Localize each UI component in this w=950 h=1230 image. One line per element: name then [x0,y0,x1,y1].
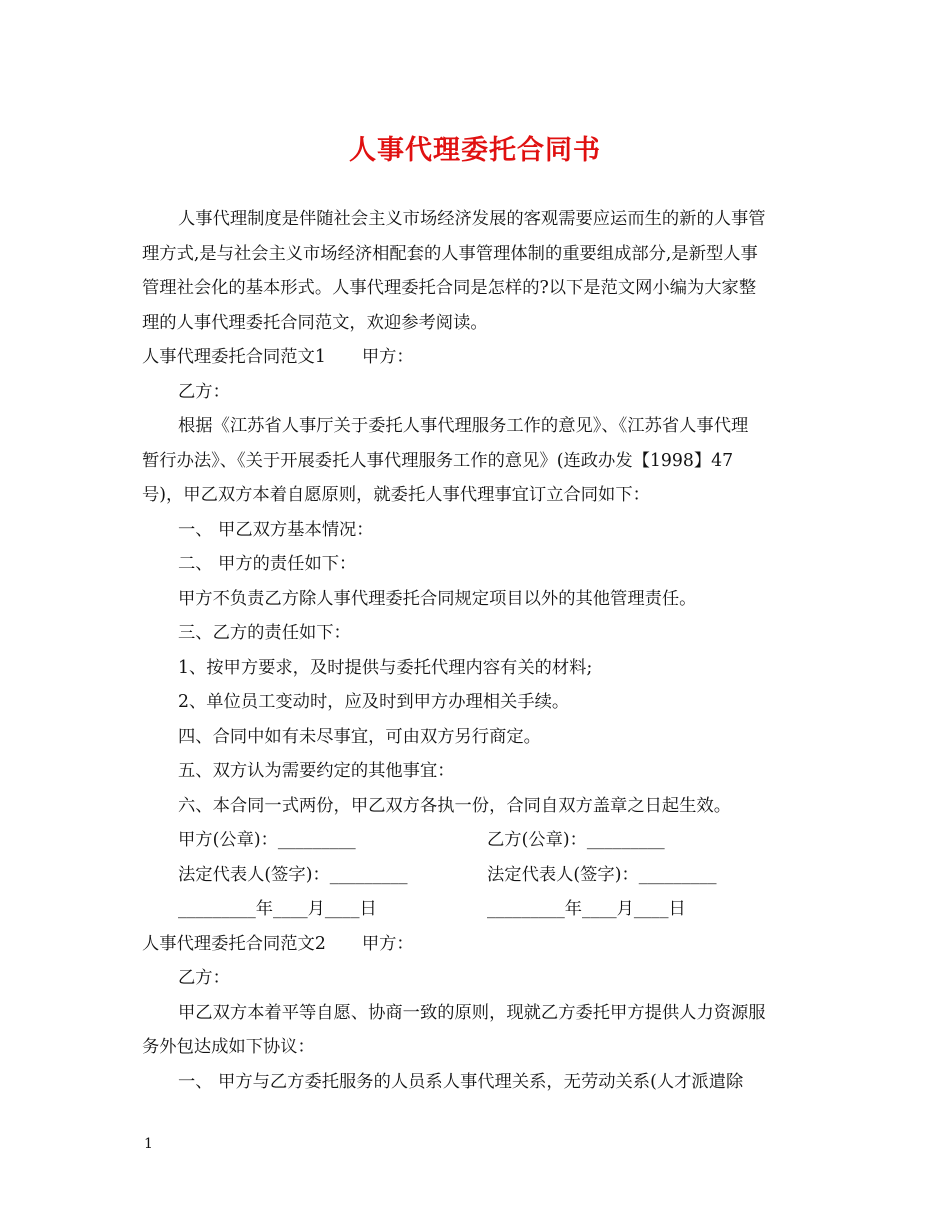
clause-line: 2、单位员工变动时，应及时到甲方办理相关手续。 [178,692,570,712]
contract2-party-b: 乙方： [178,968,230,988]
clause-line: 六、本合同一式两份，甲乙双方各执一份，合同自双方盖章之日起生效。 [178,795,732,816]
contract2-clause-line: 一、 甲方与乙方委托服务的人员系人事代理关系，无劳动关系(人才派遣除 [178,1071,744,1092]
clause-line: 1、按甲方要求，及时提供与委托代理内容有关的材料; [178,657,593,678]
document-title: 人事代理委托合同书 [349,135,601,166]
intro-line: 人事代理制度是伴随社会主义市场经济发展的客观需要应运而生的新的人事管 [178,209,766,229]
intro-line: 管理社会化的基本形式。人事代理委托合同是怎样的?以下是范文网小编为大家整 [142,278,757,298]
signature-row [142,823,814,858]
basis-line: 号)，甲乙双方本着自愿原则，就委托人事代理事宜订立合同如下： [142,485,650,505]
contract1-party-b: 乙方： [178,381,230,402]
contract1-party-a: 甲方： [361,347,414,367]
intro-line: 理的人事代理委托合同范文，欢迎参考阅读。 [142,312,488,333]
clause-line: 三、乙方的责任如下： [178,623,351,643]
clause-line: 四、合同中如有未尽事宜，可由双方另行商定。 [178,726,541,747]
contract2-para-line: 甲乙双方本着平等自愿、协商一致的原则，现就乙方委托甲方提供人力资源服 [178,1002,766,1023]
party-a-seal: 甲方(公章)：_________ [178,830,356,850]
signature-row [142,858,814,893]
basis-line: 暂行办法》、《关于开展委托人事代理服务工作的意见》(连政办发【1998】47 [142,450,734,471]
document-body [142,202,814,1099]
clause-line: 五、双方认为需要约定的其他事宜： [178,761,455,781]
contract2-para-line: 务外包达成如下协议： [142,1037,315,1057]
clause-line: 二、 甲方的责任如下： [178,554,357,574]
contract2-party-a: 甲方： [361,933,414,954]
contract2-heading: 人事代理委托合同范文2 [142,933,326,954]
clause-line: 一、 甲乙双方基本情况： [178,519,374,540]
intro-line: 理方式,是与社会主义市场经济相配套的人事管理体制的重要组成部分,是新型人事 [142,243,758,264]
party-a-date: _________年____月____日 [178,899,377,919]
signature-row [142,892,814,927]
party-b-representative: 法定代表人(签字)：_________ [487,864,717,885]
party-a-representative: 法定代表人(签字)：_________ [178,864,408,885]
basis-line: 根据《江苏省人事厅关于委托人事代理服务工作的意见》、《江苏省人事代理 [178,416,749,436]
party-b-date: _________年____月____日 [487,899,686,919]
page-number: 1 [144,1136,153,1152]
clause-line: 甲方不负责乙方除人事代理委托合同规定项目以外的其他管理责任。 [178,588,697,609]
contract2-heading-line [142,927,814,962]
contract1-heading: 人事代理委托合同范文1 [142,347,326,367]
party-b-seal: 乙方(公章)：_________ [487,830,665,850]
contract1-heading-line [142,340,814,375]
